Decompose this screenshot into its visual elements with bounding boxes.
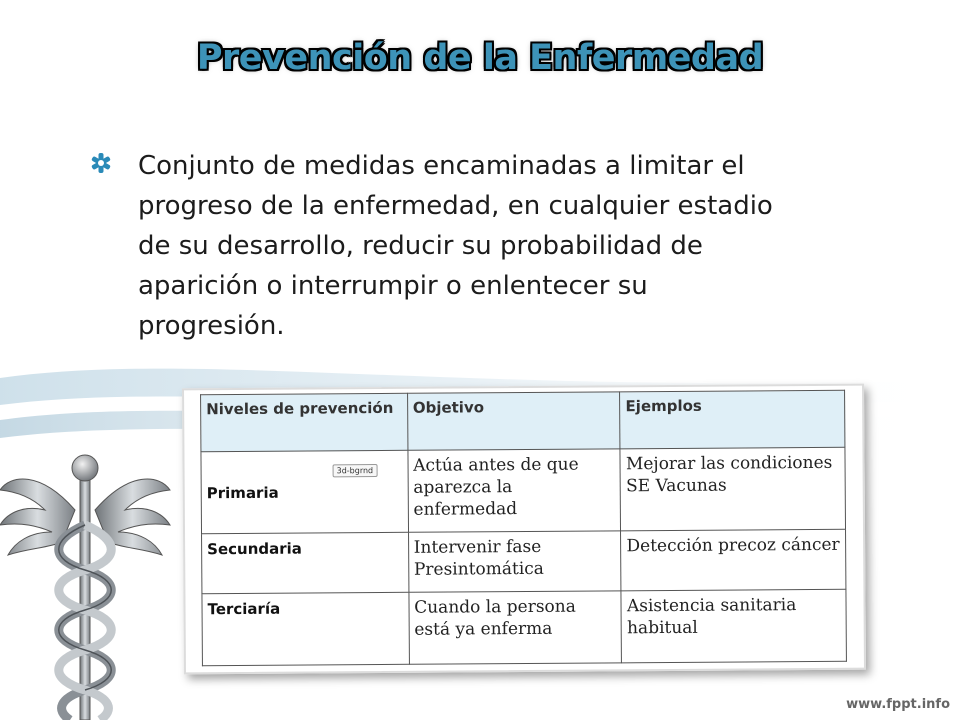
- table-row: [202, 529, 846, 593]
- bullet-line: progreso de la enfermedad, en cualquier estadio: [138, 191, 773, 221]
- objective-cell: Intervenir fase Presintomática: [408, 531, 621, 592]
- objective-cell: Actúa antes de que aparezca la enfermedad: [408, 449, 621, 532]
- objective-cell: Cuando la persona está ya enferma: [409, 591, 622, 664]
- table-row: [201, 447, 846, 533]
- caduceus-icon: [0, 430, 190, 720]
- asterisk-flower-icon: [90, 152, 112, 174]
- prevention-table-image: [182, 384, 866, 675]
- image-tag: 3d-bgrnd: [333, 464, 378, 477]
- examples-cell: Detección precoz cáncer: [621, 529, 846, 591]
- level-cell: Secundaria: [202, 532, 409, 593]
- table-row: [202, 589, 846, 665]
- bullet-paragraph: [138, 146, 898, 346]
- examples-cell: Mejorar las condiciones SE Vacunas: [620, 447, 845, 531]
- header-examples: Ejemplos: [620, 390, 845, 449]
- header-levels: Niveles de prevención: [201, 393, 408, 451]
- prevention-table: [200, 390, 847, 666]
- bullet-line: de su desarrollo, reducir su probabilidad de: [138, 231, 703, 261]
- bullet-line: aparición o interrumpir o enlentecer su: [138, 271, 648, 301]
- level-cell: Terciaría: [202, 592, 409, 665]
- bullet-line: Conjunto de medidas encaminadas a limitar el: [138, 151, 745, 181]
- watermark: www.fppt.info: [846, 697, 950, 712]
- table-header-row: [201, 390, 845, 451]
- level-cell: Primaria: [201, 450, 408, 533]
- slide-title: Prevención de la Enfermedad: [196, 38, 764, 78]
- examples-cell: Asistencia sanitaria habitual: [621, 589, 846, 663]
- header-objective: Objetivo: [407, 392, 620, 450]
- bullet-line: progresión.: [138, 311, 285, 341]
